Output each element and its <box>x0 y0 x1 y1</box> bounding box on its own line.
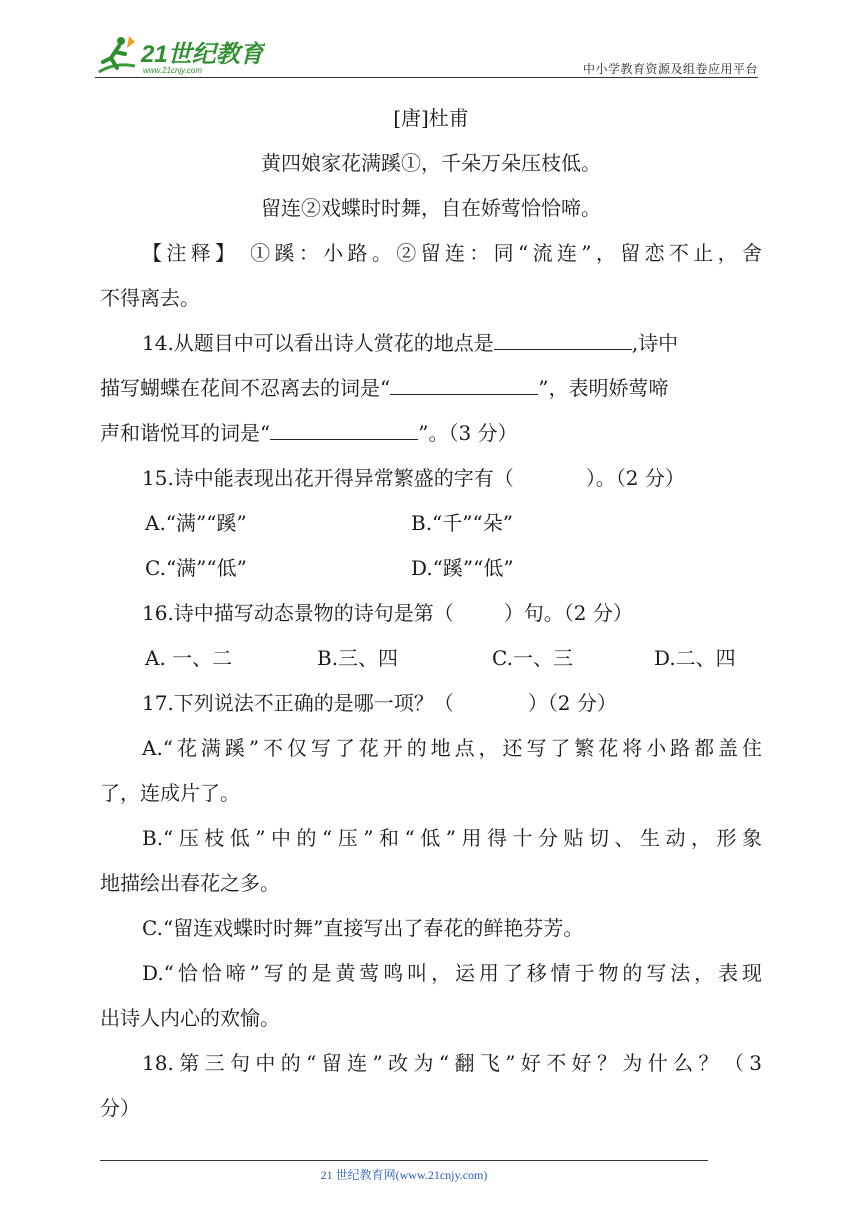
q14-blank-oriole <box>270 417 418 440</box>
q14-blank-place <box>494 327 632 350</box>
q17-text-a: 17.下列说法不正确的是哪一项？（ <box>142 691 454 715</box>
poem-author: [唐]杜甫 <box>393 106 469 130</box>
q17-option-a-line-1: A.“花满蹊”不仅写了花开的地点，还写了繁花将小路都盖住 <box>142 736 762 760</box>
header-divider <box>95 77 758 78</box>
q15-option-c: C.“满”“低” <box>145 556 247 580</box>
q17-option-c: C.“留连戏蝶时时舞”直接写出了春花的鲜艳芬芳。 <box>142 916 584 940</box>
q17-option-a-line-2: 了，连成片了。 <box>100 781 240 805</box>
footer-divider <box>100 1160 708 1161</box>
q17-stem <box>100 681 762 726</box>
q18-line-1: 18.第三句中的“留连”改为“翻飞”好不好？为什么？（3 <box>142 1051 762 1075</box>
q17-option-b-line-2: 地描绘出春花之多。 <box>100 871 280 895</box>
q14-line-3 <box>100 411 762 456</box>
logo-text: 21世纪教育 <box>141 41 264 68</box>
q14-blank-butterfly <box>390 372 538 395</box>
q17-option-d-line-1: D.“恰恰啼”写的是黄莺鸣叫，运用了移情于物的写法，表现 <box>142 961 762 985</box>
q16-option-d: D.二、四 <box>654 646 736 670</box>
q17-option-b-line-1: B.“压枝低”中的“压”和“低”用得十分贴切、生动，形象 <box>142 826 762 850</box>
q17-option-d-line-2: 出诗人内心的欢愉。 <box>100 1006 280 1030</box>
runner-icon <box>99 36 135 72</box>
q15-option-b: B.“千”“朵” <box>411 511 513 535</box>
q16-option-c: C.一、三 <box>492 646 573 670</box>
q15-options-row-2 <box>100 546 762 591</box>
q16-option-b: B.三、四 <box>317 646 399 670</box>
q14-line-1 <box>100 321 762 366</box>
q15-options-row-1 <box>100 501 762 546</box>
q16-text-a: 16.诗中描写动态景物的诗句是第（ <box>142 601 454 625</box>
logo-url: www.21cnjy.com <box>143 66 202 75</box>
q14-text-e: 声和谐悦耳的词是“ <box>100 421 271 445</box>
q16-options <box>100 636 762 681</box>
q14-text-f: ”。（3 分） <box>418 421 518 445</box>
poem-line-1: 黄四娘家花满蹊①，千朵万朵压枝低。 <box>261 151 601 175</box>
q15-option-a: A.“满”“蹊” <box>145 511 247 535</box>
q16-text-b: ）句。（2 分） <box>503 601 633 625</box>
q15-stem <box>100 456 762 501</box>
q16-stem <box>100 591 762 636</box>
notes-line-2: 不得离去。 <box>100 286 200 310</box>
q14-text-c: 描写蝴蝶在花间不忍离去的词是“ <box>100 376 391 400</box>
q15-text-a: 15.诗中能表现出花开得异常繁盛的字有（ <box>142 466 514 490</box>
q18-line-2: 分） <box>100 1096 140 1120</box>
q14-line-2 <box>100 366 762 411</box>
platform-title: 中小学教育资源及组卷应用平台 <box>582 62 758 76</box>
footer-text: 21 世纪教育网(www.21cnjy.com) <box>320 1168 488 1182</box>
document-body <box>100 96 762 1131</box>
logo-21cnjy <box>95 32 265 76</box>
q14-text-a: 14.从题目中可以看出诗人赏花的地点是 <box>142 331 494 355</box>
poem-line-2: 留连②戏蝶时时舞，自在娇莺恰恰啼。 <box>261 196 601 220</box>
page-header <box>95 32 758 78</box>
q15-text-b: ）。（2 分） <box>585 466 685 490</box>
q16-option-a: A. 一、二 <box>145 646 233 670</box>
q14-text-d: ”，表明娇莺啼 <box>538 376 669 400</box>
q15-option-d: D.“蹊”“低” <box>411 556 514 580</box>
q14-text-b: ,诗中 <box>631 331 679 355</box>
notes-line-1: 【注释】 ①蹊：小路。②留连：同“流连”，留恋不止，舍 <box>142 241 762 265</box>
q17-text-b: ）（2 分） <box>527 691 617 715</box>
